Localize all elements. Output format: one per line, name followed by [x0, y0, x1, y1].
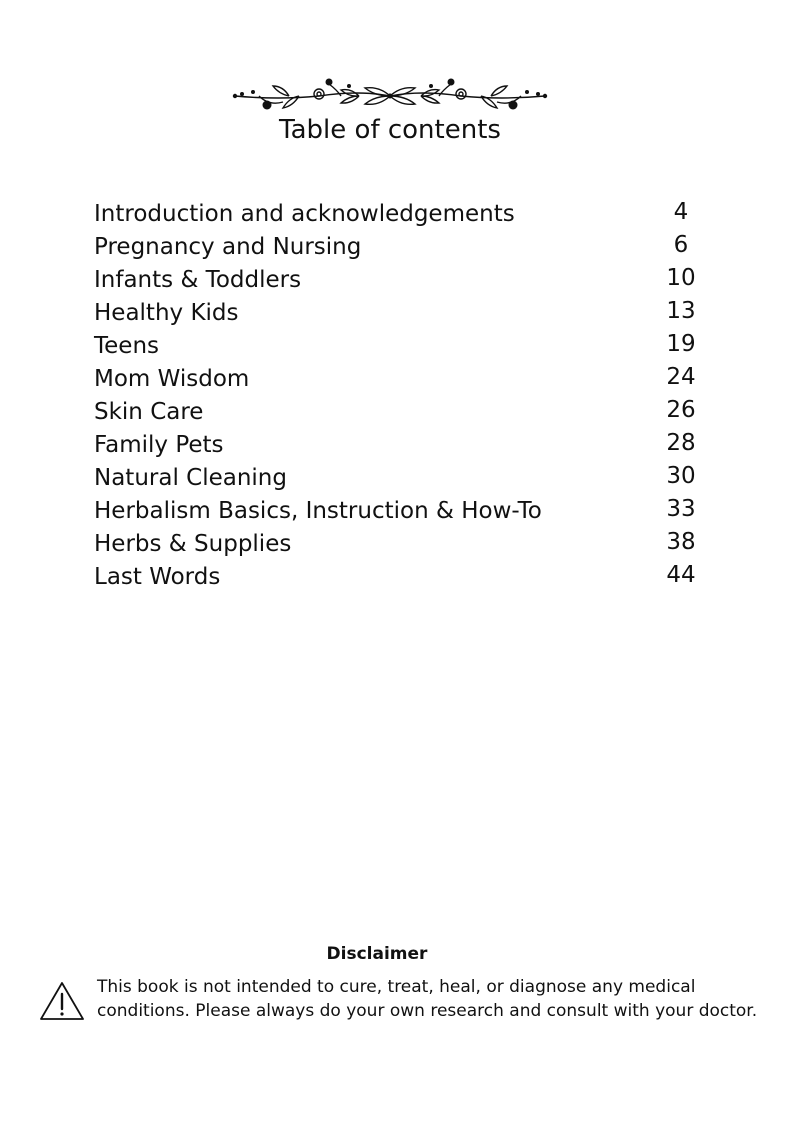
floral-ornament-icon — [229, 76, 551, 116]
toc-entry[interactable] — [94, 429, 714, 462]
toc-entry-page: 6 — [673, 232, 689, 258]
toc-entry[interactable] — [94, 231, 714, 264]
disclaimer-title: Disclaimer — [326, 944, 428, 964]
toc-entry[interactable] — [94, 198, 714, 231]
toc-entry-page: 24 — [666, 364, 696, 390]
toc-entry-page: 4 — [673, 199, 689, 225]
toc-entry-label: Healthy Kids — [94, 300, 239, 326]
toc-entry-label: Pregnancy and Nursing — [94, 234, 362, 260]
toc-entry-label: Family Pets — [94, 432, 224, 458]
toc-entry-label: Skin Care — [94, 399, 204, 425]
page-title: Table of contents — [279, 115, 501, 145]
toc-entry-page: 44 — [666, 562, 696, 588]
toc-entry-page: 28 — [666, 430, 696, 456]
toc-entry-page: 26 — [666, 397, 696, 423]
toc-entry[interactable] — [94, 561, 714, 594]
toc-entry[interactable] — [94, 528, 714, 561]
toc-entry-label: Natural Cleaning — [94, 465, 287, 491]
toc-list — [94, 198, 714, 594]
toc-entry[interactable] — [94, 363, 714, 396]
toc-entry-label: Infants & Toddlers — [94, 267, 302, 293]
disclaimer-text: This book is not intended to cure, treat, heal, or diagnose any medical conditions. Please always do your own research and consult with your doctor. — [97, 977, 758, 1021]
toc-entry-label: Introduction and acknowledgements — [94, 201, 515, 227]
warning-triangle-icon — [39, 980, 85, 1022]
toc-entry-label: Herbs & Supplies — [94, 531, 292, 557]
toc-entry[interactable] — [94, 396, 714, 429]
toc-entry[interactable] — [94, 462, 714, 495]
toc-entry-label: Last Words — [94, 564, 221, 590]
toc-entry-page: 30 — [666, 463, 696, 489]
toc-entry-label: Herbalism Basics, Instruction & How-To — [94, 498, 542, 524]
toc-entry[interactable] — [94, 330, 714, 363]
toc-entry-page: 13 — [666, 298, 696, 324]
toc-entry-label: Mom Wisdom — [94, 366, 250, 392]
toc-entry[interactable] — [94, 297, 714, 330]
toc-entry-page: 38 — [666, 529, 696, 555]
toc-entry-page: 19 — [666, 331, 696, 357]
toc-entry-label: Teens — [94, 333, 160, 359]
toc-entry[interactable] — [94, 495, 714, 528]
toc-entry-page: 10 — [666, 265, 696, 291]
toc-entry[interactable] — [94, 264, 714, 297]
toc-entry-page: 33 — [666, 496, 696, 522]
